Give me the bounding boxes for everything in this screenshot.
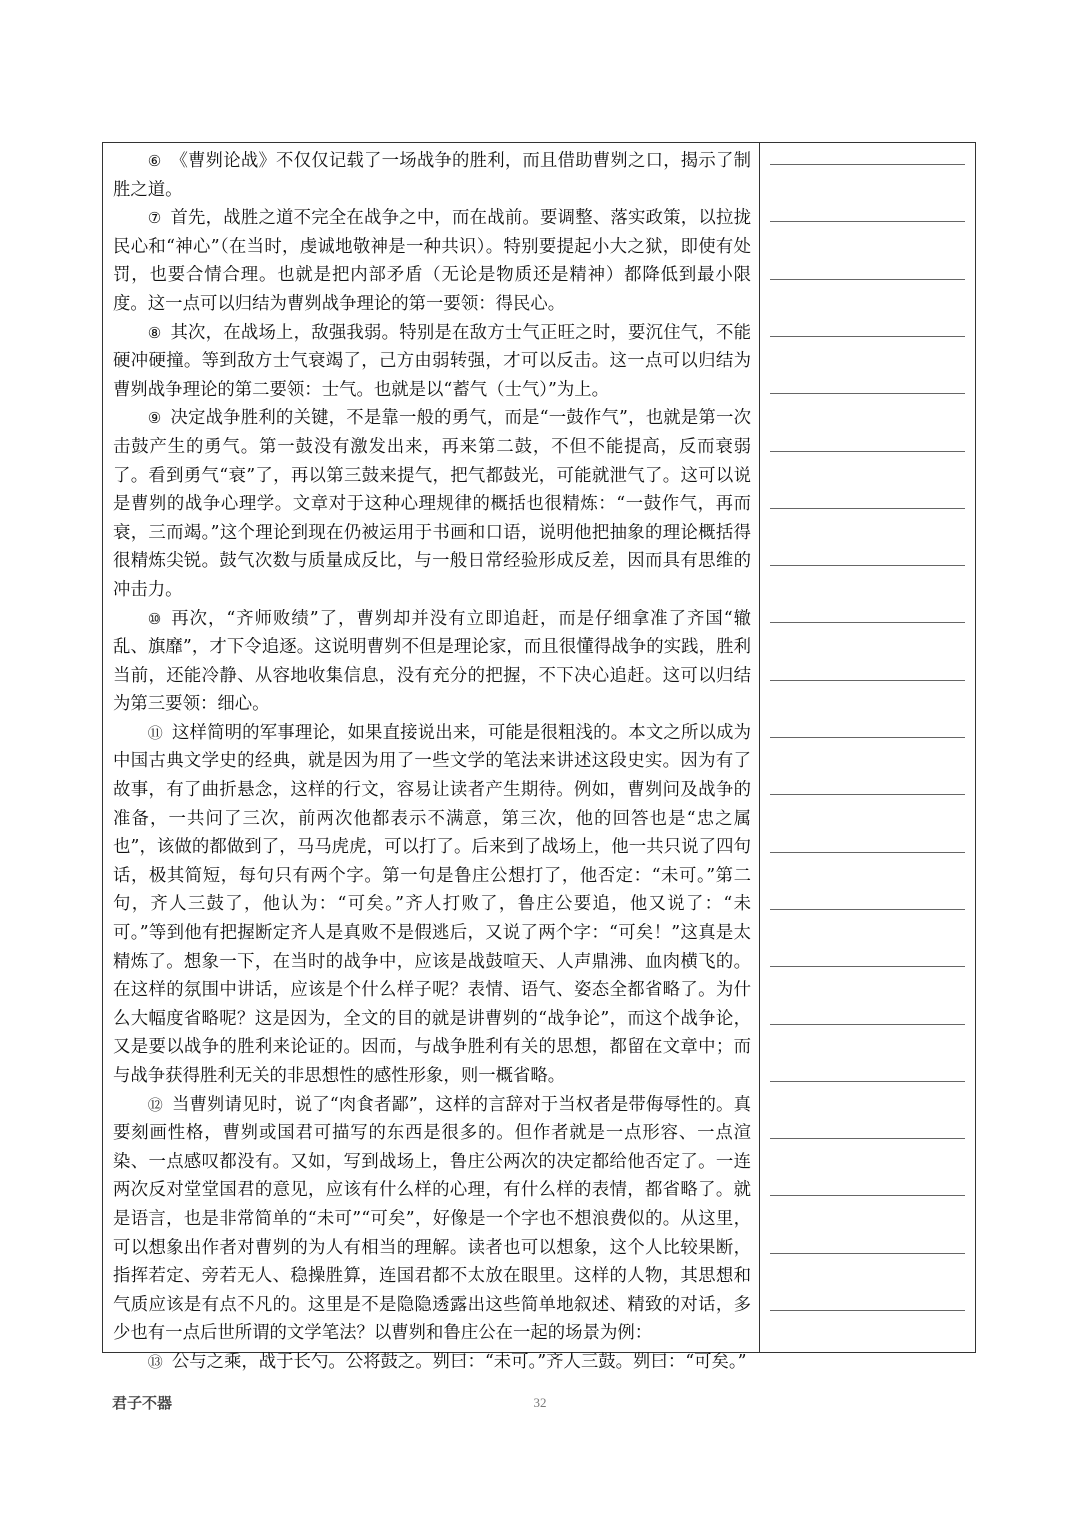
note-line [770, 680, 965, 681]
note-line [770, 1138, 965, 1139]
note-line [770, 1024, 965, 1025]
note-line [770, 1195, 965, 1196]
paragraph-text: 《曹刿论战》不仅仅记载了一场战争的胜利，而且借助曹刿之口，揭示了制胜之道。 [113, 151, 751, 200]
paragraph-8 [113, 319, 751, 405]
paragraph-text: 决定战争胜利的关键，不是靠一般的勇气，而是“一鼓作气”，也就是第一次击鼓产生的勇气。第一鼓没有激发出来，再来第二鼓，不但不能提高，反而衰弱了。看到勇气“衰”了，再以第三鼓来提气，把气都鼓光，可能就泄气了。这可以说是曹刿的战争心理学。文章对于这种心理规律的概括也很精炼：“一鼓作气，再而衰，三而竭。”这个理论到现在仍被运用于书画和口语，说明他把抽象的理论概括得很精炼尖锐。鼓气次数与质量成反比，与一般日常经验形成反差，因而具有思维的冲击力。 [113, 408, 751, 600]
paragraph-6 [113, 147, 751, 204]
note-line [770, 1253, 965, 1254]
paragraph-number: ⑫ [147, 1095, 163, 1114]
notes-column [760, 143, 975, 1352]
note-line [770, 1081, 965, 1082]
content-table [102, 142, 976, 1372]
note-line [770, 737, 965, 738]
paragraph-11 [113, 719, 751, 1091]
page-number: 32 [533, 1395, 547, 1410]
note-line [770, 164, 965, 165]
note-line [770, 966, 965, 967]
note-line [770, 622, 965, 623]
paragraph-text: 再次，“齐师败绩”了，曹刿却并没有立即追赶，而是仔细拿准了齐国“辙乱、旗靡”，才下令追逐。这说明曹刿不但是理论家，而且很懂得战争的实践，胜利当前，还能冷静、从容地收集信息，没有充分的把握，不下决心追赶。这可以归结为第三要领：细心。 [113, 608, 751, 715]
note-line [770, 221, 965, 222]
footer-brand: 君子不器 [112, 1394, 173, 1412]
paragraph-number: ⑩ [147, 609, 163, 628]
note-line [770, 565, 965, 566]
paragraph-number: ⑧ [147, 323, 162, 342]
paragraph-7 [113, 204, 751, 318]
paragraph-number: ⑨ [147, 409, 162, 428]
paragraph-13 [113, 1348, 751, 1377]
paragraph-9 [113, 404, 751, 604]
note-line [770, 909, 965, 910]
paragraph-number: ⑪ [147, 723, 163, 742]
paragraph-10 [113, 605, 751, 719]
note-line [770, 279, 965, 280]
note-line [770, 336, 965, 337]
text-column [103, 143, 760, 1372]
note-line [770, 508, 965, 509]
paragraph-text: 其次，在战场上，敌强我弱。特别是在敌方士气正旺之时，要沉住气，不能硬冲硬撞。等到敌方士气衰竭了，己方由弱转强，才可以反击。这一点可以归结为曹刿战争理论的第二要领：士气。也就是以“蓄气（士气）”为上。 [113, 322, 751, 400]
paragraph-text: 这样简明的军事理论，如果直接说出来，可能是很粗浅的。本文之所以成为中国古典文学史的经典，就是因为用了一些文学的笔法来讲述这段史实。因为有了故事，有了曲折悬念，这样的行文，容易让读者产生期待。例如，曹刿问及战争的准备，一共问了三次，前两次他都表示不满意，第三次，他的回答也是“忠之属也”，该做的都做到了，马马虎虎，可以打了。后来到了战场上，他一共只说了四句话，极其简短，每句只有两个字。第一句是鲁庄公想打了，他否定：“未可。”第二句，齐人三鼓了，他认为：“可矣。”齐人打败了，鲁庄公要追，他又说了：“未可。”等到他有把握断定齐人是真败不是假逃后，又说了两个字：“可矣！”这真是太精炼了。想象一下，在当时的战争中，应该是战鼓喧天、人声鼎沸、血肉横飞的。在这样的氛围中讲话，应该是个什么样子呢？表情、语气、姿态全都省略了。为什么大幅度省略呢？这是因为，全文的目的就是讲曹刿的“战争论”，而这个战争论，又是要以战争的胜利来论证的。因而，与战争胜利有关的思想，都留在文章中；而与战争获得胜利无关的非思想性的感性形象，则一概省略。 [113, 722, 751, 1086]
paragraph-number: ⑬ [147, 1352, 163, 1371]
paragraph-number: ⑦ [147, 209, 162, 228]
note-line [770, 1310, 965, 1311]
note-line [770, 393, 965, 394]
paragraph-text: 当曹刿请见时，说了“肉食者鄙”，这样的言辞对于当权者是带侮辱性的。真要刻画性格，曹刿或国君可描写的东西是很多的。但作者就是一点形容、一点渲染、一点感叹都没有。又如，写到战场上，鲁庄公两次的决定都给他否定了。一连两次反对堂堂国君的意见，应该有什么样的心理，有什么样的表情，都省略了。就是语言，也是非常简单的“未可”“可矣”，好像是一个字也不想浪费似的。从这里，可以想象出作者对曹刿的为人有相当的理解。读者也可以想象，这个人比较果断，指挥若定、旁若无人、稳操胜算，连国君都不太放在眼里。这样的人物，其思想和气质应该是有点不凡的。这里是不是隐隐透露出这些简单地叙述、精致的对话，多少也有一点后世所谓的文学笔法？以曹刿和鲁庄公在一起的场景为例： [113, 1094, 751, 1344]
paragraph-text: 公与之乘，战于长勺。公将鼓之。刿曰：“未可。”齐人三鼓。刿曰：“可矣。” [171, 1351, 747, 1372]
paragraph-number: ⑥ [147, 152, 162, 170]
note-line [770, 852, 965, 853]
note-line [770, 794, 965, 795]
note-line [770, 451, 965, 452]
paragraph-text: 首先，战胜之道不完全在战争之中，而在战前。要调整、落实政策，以拉拢民心和“神心”（在当时，虔诚地敬神是一种共识）。特别要提起小大之狱，即使有处罚，也要合情合理。也就是把内部矛盾（无论是物质还是精神）都降低到最小限度。这一点可以归结为曹刿战争理论的第一要领：得民心。 [113, 208, 751, 314]
paragraph-12 [113, 1091, 751, 1348]
